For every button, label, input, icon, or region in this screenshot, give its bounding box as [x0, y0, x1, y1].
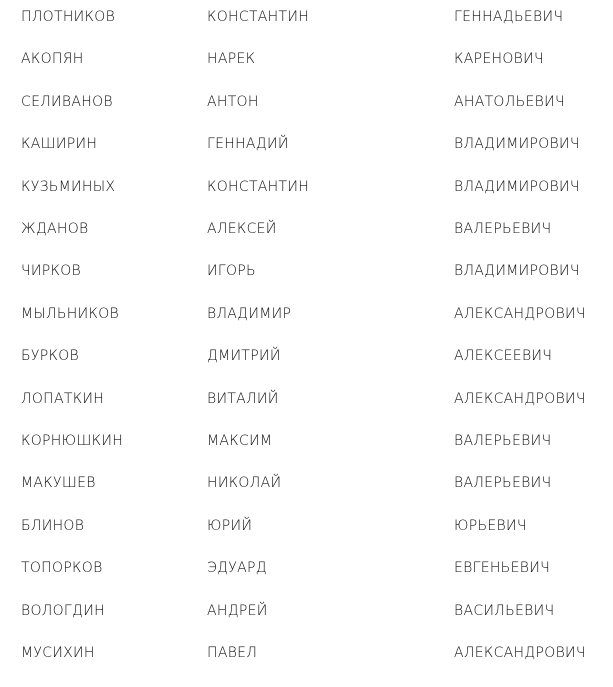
surname-cell: КАШИРИН	[21, 136, 98, 152]
table-row	[0, 177, 613, 197]
table-row	[0, 219, 613, 239]
table-row	[0, 261, 613, 281]
first-name-cell: МАКСИМ	[207, 433, 273, 449]
first-name-cell: ВИТАЛИЙ	[207, 391, 279, 407]
patronymic-cell: ВЛАДИМИРОВИЧ	[454, 179, 580, 195]
patronymic-cell: ВЛАДИМИРОВИЧ	[454, 136, 580, 152]
first-name-cell: ГЕННАДИЙ	[207, 136, 289, 152]
patronymic-cell: АНАТОЛЬЕВИЧ	[454, 94, 565, 110]
surname-cell: ПЛОТНИКОВ	[21, 9, 116, 25]
first-name-cell: КОНСТАНТИН	[207, 179, 310, 195]
patronymic-cell: ВЛАДИМИРОВИЧ	[454, 263, 580, 279]
table-row	[0, 558, 613, 578]
patronymic-cell: ВАЛЕРЬЕВИЧ	[454, 475, 552, 491]
patronymic-cell: ВАЛЕРЬЕВИЧ	[454, 433, 552, 449]
patronymic-cell: ВАСИЛЬЕВИЧ	[454, 603, 555, 619]
table-row	[0, 516, 613, 536]
first-name-cell: ВЛАДИМИР	[207, 306, 292, 322]
first-name-cell: ЮРИЙ	[207, 518, 253, 534]
surname-cell: СЕЛИВАНОВ	[21, 94, 113, 110]
surname-cell: ТОПОРКОВ	[21, 560, 103, 576]
first-name-cell: КОНСТАНТИН	[207, 9, 310, 25]
table-row	[0, 304, 613, 324]
first-name-cell: НИКОЛАЙ	[207, 475, 282, 491]
surname-cell: МУСИХИН	[21, 645, 95, 661]
first-name-cell: АНДРЕЙ	[207, 603, 268, 619]
first-name-cell: АНТОН	[207, 94, 259, 110]
patronymic-cell: АЛЕКСАНДРОВИЧ	[454, 645, 586, 661]
patronymic-cell: КАРЕНОВИЧ	[454, 51, 544, 67]
surname-cell: БУРКОВ	[21, 348, 79, 364]
table-row	[0, 431, 613, 451]
surname-cell: ЖДАНОВ	[21, 221, 89, 237]
table-row	[0, 346, 613, 366]
patronymic-cell: ВАЛЕРЬЕВИЧ	[454, 221, 552, 237]
first-name-cell: АЛЕКСЕЙ	[207, 221, 277, 237]
first-name-cell: ЭДУАРД	[207, 560, 267, 576]
surname-cell: МАКУШЕВ	[21, 475, 96, 491]
surname-cell: АКОПЯН	[21, 51, 84, 67]
patronymic-cell: ГЕННАДЬЕВИЧ	[454, 9, 564, 25]
first-name-cell: НАРЕК	[207, 51, 256, 67]
table-row	[0, 389, 613, 409]
surname-cell: ЧИРКОВ	[21, 263, 82, 279]
surname-cell: ВОЛОГДИН	[21, 603, 105, 619]
patronymic-cell: АЛЕКСЕЕВИЧ	[454, 348, 553, 364]
patronymic-cell: ЮРЬЕВИЧ	[454, 518, 527, 534]
surname-cell: КУЗЬМИНЫХ	[21, 179, 116, 195]
first-name-cell: ПАВЕЛ	[207, 645, 258, 661]
table-row	[0, 92, 613, 112]
patronymic-cell: ЕВГЕНЬЕВИЧ	[454, 560, 550, 576]
table-row	[0, 601, 613, 621]
first-name-cell: ИГОРЬ	[207, 263, 256, 279]
table-row	[0, 49, 613, 69]
patronymic-cell: АЛЕКСАНДРОВИЧ	[454, 306, 586, 322]
table-row	[0, 7, 613, 27]
surname-cell: ЛОПАТКИН	[21, 391, 105, 407]
table-row	[0, 473, 613, 493]
table-row	[0, 134, 613, 154]
surname-cell: КОРНЮШКИН	[21, 433, 124, 449]
patronymic-cell: АЛЕКСАНДРОВИЧ	[454, 391, 586, 407]
first-name-cell: ДМИТРИЙ	[207, 348, 281, 364]
surname-cell: БЛИНОВ	[21, 518, 85, 534]
table-row	[0, 643, 613, 663]
surname-cell: МЫЛЬНИКОВ	[21, 306, 119, 322]
